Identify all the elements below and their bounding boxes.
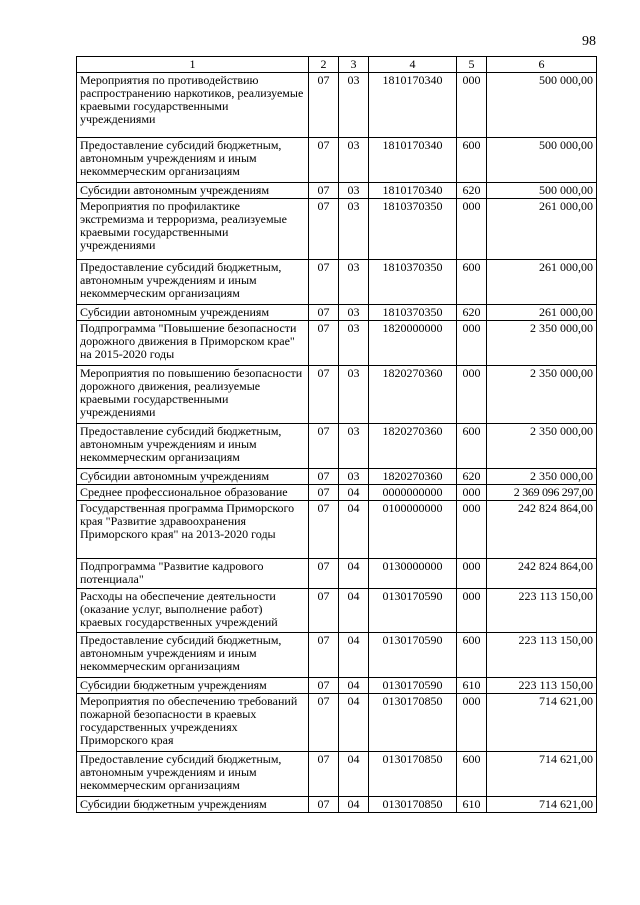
row-target-code: 0100000000 [369,501,457,559]
row-expense-type: 600 [457,138,487,183]
row-subsection: 03 [339,199,369,260]
row-expense-type: 000 [457,366,487,424]
table-row [77,501,597,559]
row-section: 07 [309,138,339,183]
row-name: Среднее профессиональное образование [77,485,309,501]
row-target-code: 0130170850 [369,797,457,813]
row-expense-type: 610 [457,678,487,694]
row-subsection: 03 [339,366,369,424]
row-name: Предоставление субсидий бюджетным, автономным учреждениям и иным некоммерческим организациям [77,260,309,305]
row-name: Подпрограмма "Повышение безопасности дорожного движения в Приморском крае" на 2015-2020 годы [77,321,309,366]
row-target-code: 1810170340 [369,183,457,199]
row-section: 07 [309,73,339,138]
row-name: Расходы на обеспечение деятельности (оказание услуг, выполнение работ) краевых государственных учреждений [77,589,309,633]
row-name: Предоставление субсидий бюджетным, автономным учреждениям и иным некоммерческим организациям [77,138,309,183]
row-subsection: 03 [339,424,369,469]
row-target-code: 1820270360 [369,366,457,424]
row-section: 07 [309,183,339,199]
row-subsection: 04 [339,559,369,589]
row-section: 07 [309,366,339,424]
row-target-code: 1820000000 [369,321,457,366]
table-row [77,199,597,260]
table-header-row [77,57,597,73]
row-target-code: 0130170850 [369,694,457,752]
row-amount: 714 621,00 [487,752,597,797]
row-target-code: 1810170340 [369,73,457,138]
row-name: Мероприятия по обеспечению требований пожарной безопасности в краевых государственных учреждениях Приморского края [77,694,309,752]
row-name: Субсидии автономным учреждениям [77,183,309,199]
table-row [77,305,597,321]
row-name: Подпрограмма "Развитие кадрового потенциала" [77,559,309,589]
row-target-code: 1810170340 [369,138,457,183]
table-row [77,424,597,469]
table-row [77,678,597,694]
header-col-4: 4 [369,57,457,73]
row-name: Мероприятия по повышению безопасности дорожного движения, реализуемые краевыми государственными учреждениями [77,366,309,424]
row-amount: 500 000,00 [487,73,597,138]
row-expense-type: 600 [457,424,487,469]
row-section: 07 [309,752,339,797]
row-expense-type: 610 [457,797,487,813]
table-row [77,321,597,366]
row-target-code: 0130170590 [369,589,457,633]
row-section: 07 [309,469,339,485]
header-col-6: 6 [487,57,597,73]
row-expense-type: 620 [457,183,487,199]
row-section: 07 [309,424,339,469]
row-section: 07 [309,633,339,678]
row-expense-type: 000 [457,694,487,752]
row-amount: 500 000,00 [487,138,597,183]
row-amount: 223 113 150,00 [487,589,597,633]
row-target-code: 0130000000 [369,559,457,589]
row-expense-type: 000 [457,199,487,260]
row-amount: 2 350 000,00 [487,469,597,485]
row-amount: 2 350 000,00 [487,366,597,424]
row-target-code: 0130170590 [369,633,457,678]
row-target-code: 0130170850 [369,752,457,797]
row-subsection: 04 [339,678,369,694]
row-name: Предоставление субсидий бюджетным, автономным учреждениям и иным некоммерческим организациям [77,424,309,469]
table-row [77,138,597,183]
table-row [77,797,597,813]
row-section: 07 [309,260,339,305]
row-target-code: 1810370350 [369,199,457,260]
row-target-code: 1820270360 [369,424,457,469]
row-target-code: 0000000000 [369,485,457,501]
row-subsection: 04 [339,485,369,501]
row-subsection: 03 [339,183,369,199]
row-subsection: 03 [339,73,369,138]
row-section: 07 [309,199,339,260]
row-expense-type: 000 [457,73,487,138]
table-row [77,469,597,485]
row-amount: 714 621,00 [487,797,597,813]
row-expense-type: 000 [457,321,487,366]
row-subsection: 04 [339,797,369,813]
row-expense-type: 620 [457,305,487,321]
row-section: 07 [309,678,339,694]
row-amount: 242 824 864,00 [487,501,597,559]
row-section: 07 [309,305,339,321]
row-expense-type: 600 [457,260,487,305]
row-name: Предоставление субсидий бюджетным, автономным учреждениям и иным некоммерческим организациям [77,752,309,797]
table-row [77,73,597,138]
table-row [77,183,597,199]
row-section: 07 [309,797,339,813]
row-name: Субсидии автономным учреждениям [77,305,309,321]
row-subsection: 03 [339,321,369,366]
row-expense-type: 600 [457,633,487,678]
table-row [77,485,597,501]
row-expense-type: 620 [457,469,487,485]
page-number: 98 [582,34,596,49]
row-name: Предоставление субсидий бюджетным, автономным учреждениям и иным некоммерческим организациям [77,633,309,678]
row-amount: 500 000,00 [487,183,597,199]
row-section: 07 [309,559,339,589]
row-section: 07 [309,501,339,559]
row-amount: 261 000,00 [487,305,597,321]
header-col-5: 5 [457,57,487,73]
row-amount: 261 000,00 [487,199,597,260]
header-col-1: 1 [77,57,309,73]
table-row [77,694,597,752]
row-name: Субсидии бюджетным учреждениям [77,797,309,813]
row-amount: 261 000,00 [487,260,597,305]
row-section: 07 [309,321,339,366]
table-row [77,366,597,424]
row-expense-type: 600 [457,752,487,797]
row-target-code: 0130170590 [369,678,457,694]
row-section: 07 [309,589,339,633]
row-name: Мероприятия по противодействию распространению наркотиков, реализуемые краевыми государственными учреждениями [77,73,309,138]
row-target-code: 1810370350 [369,260,457,305]
row-expense-type: 000 [457,501,487,559]
header-col-3: 3 [339,57,369,73]
row-name: Государственная программа Приморского края "Развитие здравоохранения Приморского края" на 2013-2020 годы [77,501,309,559]
row-name: Мероприятия по профилактике экстремизма и терроризма, реализуемые краевыми государственными учреждениями [77,199,309,260]
header-col-2: 2 [309,57,339,73]
row-subsection: 04 [339,501,369,559]
row-expense-type: 000 [457,559,487,589]
table-row [77,589,597,633]
row-amount: 242 824 864,00 [487,559,597,589]
row-name: Субсидии бюджетным учреждениям [77,678,309,694]
row-subsection: 04 [339,589,369,633]
row-subsection: 04 [339,633,369,678]
row-amount: 2 350 000,00 [487,424,597,469]
row-section: 07 [309,485,339,501]
row-expense-type: 000 [457,589,487,633]
row-amount: 2 350 000,00 [487,321,597,366]
row-subsection: 04 [339,694,369,752]
row-target-code: 1820270360 [369,469,457,485]
row-section: 07 [309,694,339,752]
row-amount: 223 113 150,00 [487,633,597,678]
row-subsection: 03 [339,305,369,321]
row-subsection: 03 [339,138,369,183]
table-row [77,260,597,305]
table-row [77,752,597,797]
row-amount: 714 621,00 [487,694,597,752]
row-subsection: 03 [339,260,369,305]
row-expense-type: 000 [457,485,487,501]
row-amount: 223 113 150,00 [487,678,597,694]
table-row [77,633,597,678]
table-row [77,559,597,589]
row-subsection: 04 [339,752,369,797]
row-amount: 2 369 096 297,00 [487,485,597,501]
row-name: Субсидии автономным учреждениям [77,469,309,485]
budget-table [76,56,597,813]
row-subsection: 03 [339,469,369,485]
row-target-code: 1810370350 [369,305,457,321]
